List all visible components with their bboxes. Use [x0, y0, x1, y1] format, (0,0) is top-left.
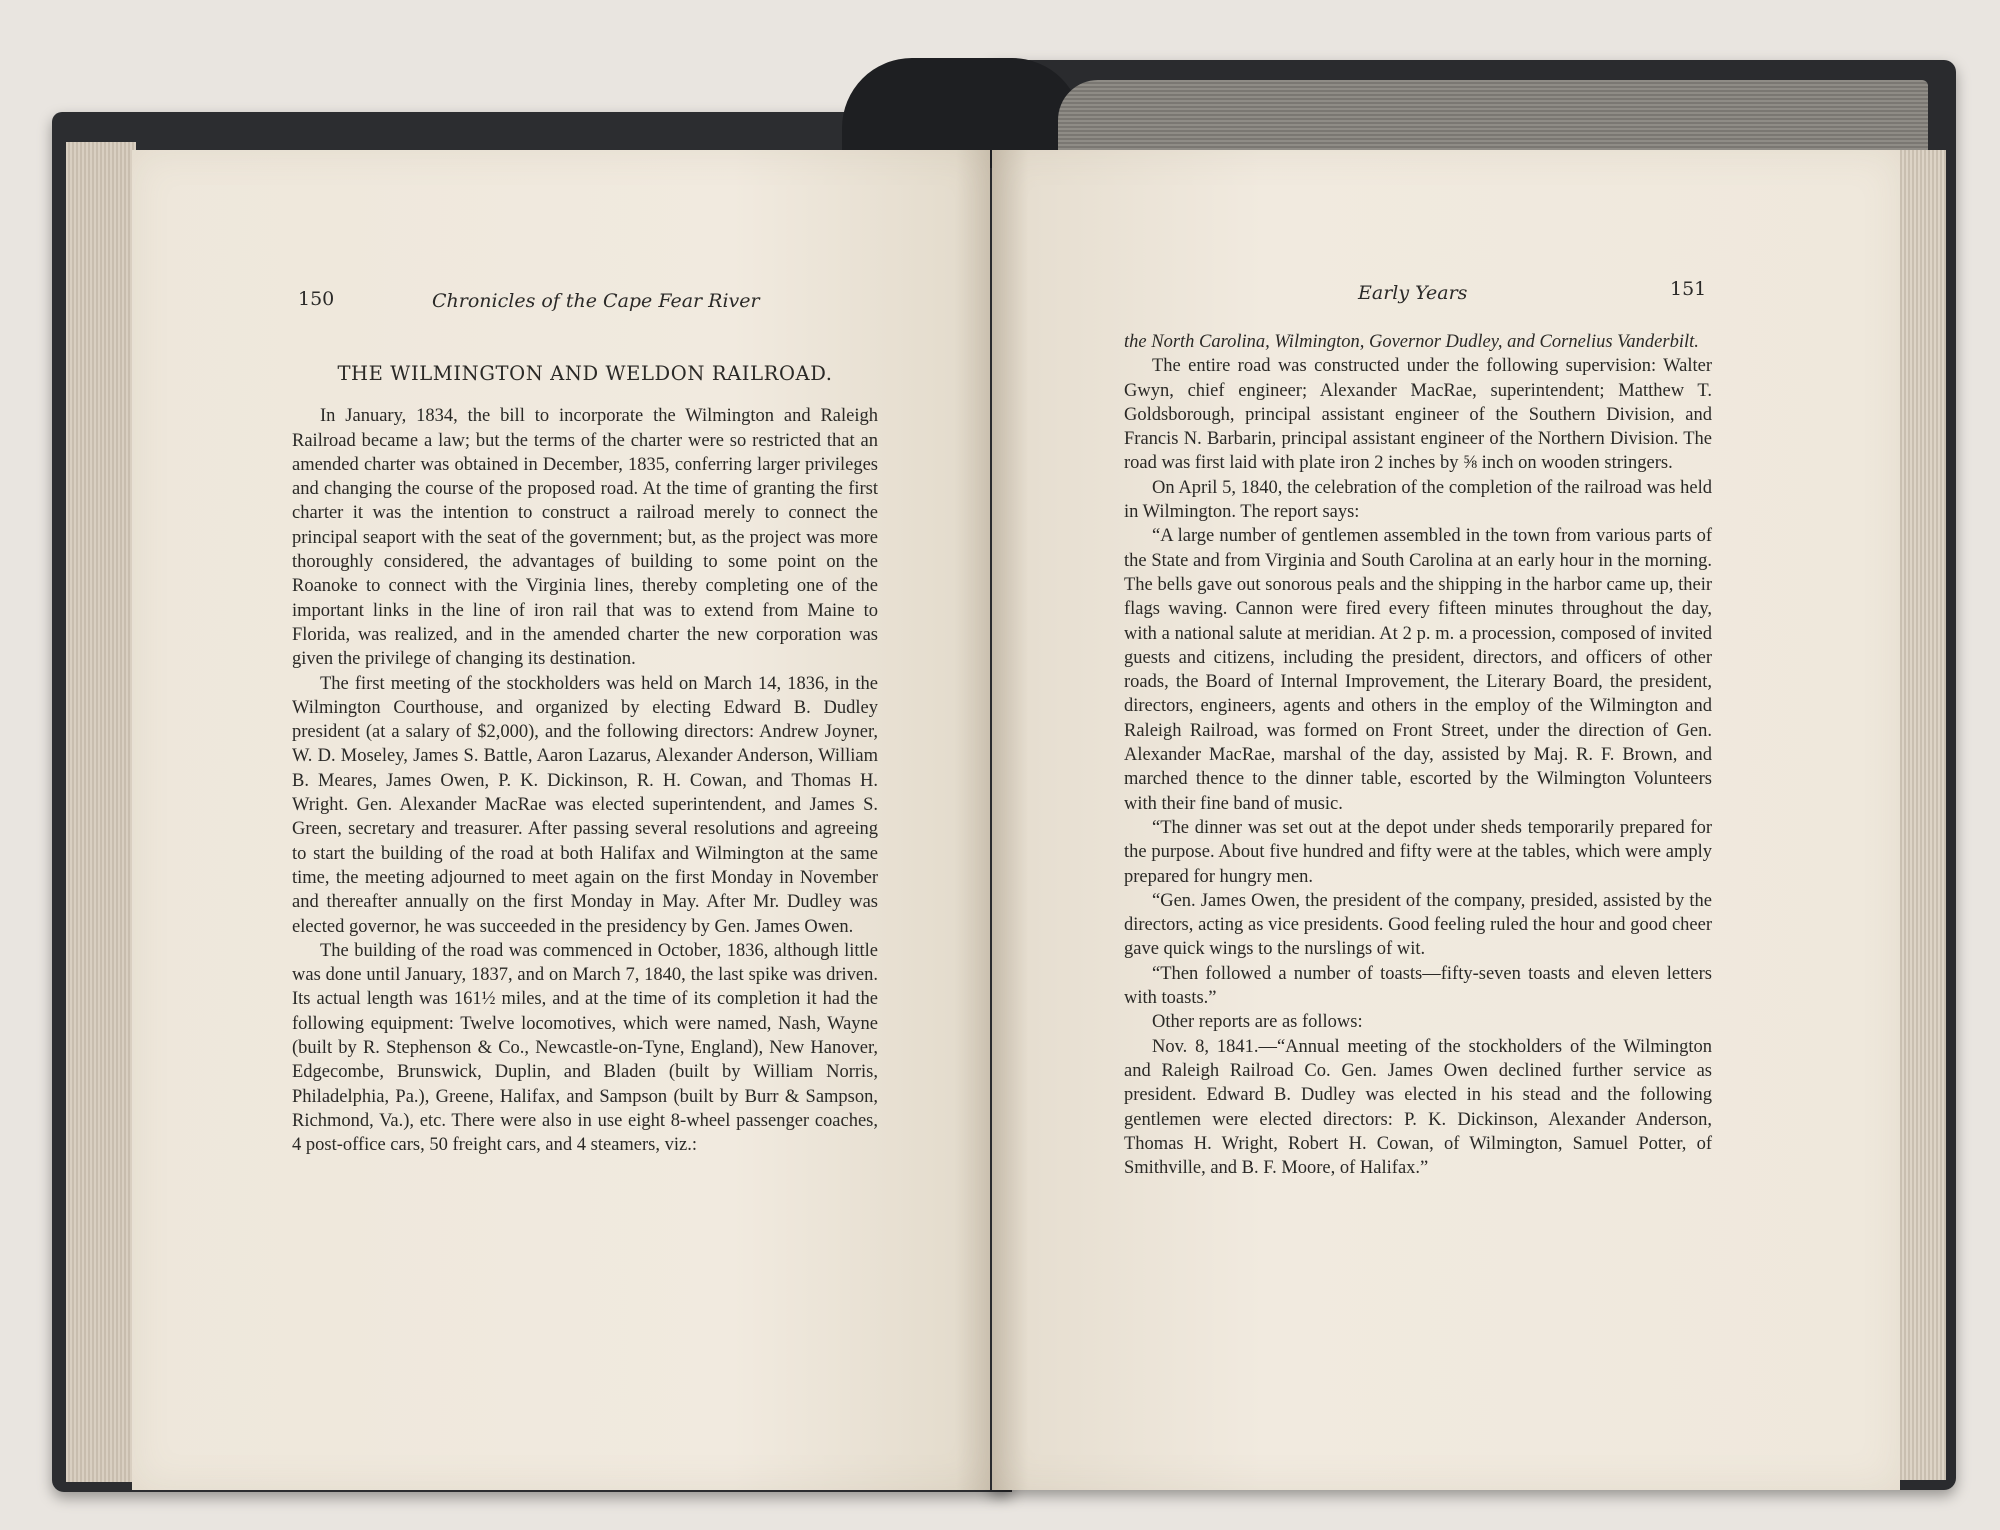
right-paragraph: “Gen. James Owen, the president of the company, presided, assisted by the directors, acting as vice presidents. Good feeling ruled the hour and good cheer gave quick wings to the nurslings of wit. — [1124, 890, 1712, 960]
left-page-text — [292, 362, 878, 1158]
right-paragraph: “Then followed a number of toasts—fifty-seven toasts and eleven letters with toasts.” — [1124, 963, 1712, 1009]
right-running-head: Early Years — [1358, 282, 1468, 304]
left-page-number: 150 — [298, 288, 335, 310]
left-paragraph: In January, 1834, the bill to incorporate the Wilmington and Raleigh Railroad became a law; but the terms of the charter were so restricted that an amended charter was obtained in December, 1835, conferring larger privileges and changing the course of the proposed road. At the time of granting the first charter it was the intention to construct a railroad merely to connect the principal seaport with the seat of the government; but, as the project was more thoroughly considered, the advantages of building to some point on the Roanoke to connect with the Virginia lines, thereby completing one of the important links in the line of iron rail that was to extend from Maine to Florida, was realized, and in the amended charter the new corporation was given the privilege of changing its destination. — [292, 406, 878, 670]
right-paragraph: the North Carolina, Wilmington, Governor Dudley, and Cornelius Vanderbilt. — [1124, 332, 1699, 352]
section-title: THE WILMINGTON AND WELDON RAILROAD. — [337, 362, 833, 385]
right-page-text — [1124, 330, 1712, 1180]
page-stack-right — [1892, 150, 1946, 1480]
right-paragraph: Nov. 8, 1841.—“Annual meeting of the stockholders of the Wilmington and Raleigh Railroad Co. Gen. James Owen declined further service as president. Edward B. Dudley was elected in his stead and the following gentlemen were elected directors: P. K. Dickinson, Alexander Anderson, Thomas H. Wright, Robert H. Cowan, of Wilmington, Samuel Potter, of Smithville, and B. F. Moore, of Halifax.” — [1124, 1036, 1712, 1179]
right-paragraph: “A large number of gentlemen assembled in the town from various parts of the State and from Virginia and South Carolina at an early hour in the morning. The bells gave out sonorous peals and the shipping in the harbor came up, their flags waving. Cannon were fired every fifteen minutes throughout the day, with a national salute at meridian. At 2 p. m. a procession, composed of invited guests and citizens, including the president, directors, and officers of other roads, the Board of Internal Improvement, the Literary Board, the president, directors, engineers, agents and others in the employ of the Wilmington and Raleigh Railroad, was formed on Front Street, under the direction of Gen. Alexander MacRae, marshal of the day, assisted by Maj. R. F. Brown, and marched thence to the dinner table, escorted by the Wilmington Volunteers with their fine band of music. — [1124, 526, 1712, 814]
right-paragraph: “The dinner was set out at the depot under sheds temporarily prepared for the purpose. About five hundred and fifty were at the tables, which were amply prepared for hungry men. — [1124, 817, 1712, 887]
right-paragraph: The entire road was constructed under the following supervision: Walter Gwyn, chief engineer; Alexander MacRae, superintendent; Matthew T. Goldsborough, principal assistant engineer of the Southern Division, and Francis N. Barbarin, principal assistant engineer of the Northern Division. The road was first laid with plate iron 2 inches by ⅝ inch on wooden stringers. — [1124, 356, 1712, 474]
left-paragraph: The building of the road was commenced in October, 1836, although little was done until January, 1837, and on March 7, 1840, the last spike was driven. Its actual length was 161½ miles, and at the time of its completion it had the following equipment: Twelve locomotives, which were named, Nash, Wayne (built by R. Stephenson & Co., Newcastle-on-Tyne, England), New Hanover, Edgecombe, Brunswick, Duplin, and Bladen (built by William Norris, Philadelphia, Pa.), Greene, Halifax, and Sampson (built by Burr & Sampson, Richmond, Va.), etc. There were also in use eight 8-wheel passenger coaches, 4 post-office cars, 50 freight cars, and 4 steamers, viz.: — [292, 940, 878, 1156]
right-page-number: 151 — [1670, 278, 1707, 300]
left-paragraph: The first meeting of the stockholders was held on March 14, 1836, in the Wilmington Courthouse, and organized by electing Edward B. Dudley president (at a salary of $2,000), and the following directors: Andrew Joyner, W. D. Moseley, James S. Battle, Aaron Lazarus, Alexander Anderson, William B. Meares, James Owen, P. K. Dickinson, R. H. Cowan, and Thomas H. Wright. Gen. Alexander MacRae was elected superintendent, and James S. Green, secretary and treasurer. After passing several resolutions and agreeing to start the building of the road at both Halifax and Wilmington at the same time, the meeting adjourned to meet again on the first Monday in November and thereafter annually on the first Monday in May. After Mr. Dudley was elected governor, he was succeeded in the presidency by Gen. James Owen. — [292, 673, 878, 937]
left-running-head: Chronicles of the Cape Fear River — [432, 290, 760, 312]
right-paragraph: On April 5, 1840, the celebration of the completion of the railroad was held in Wilmington. The report says: — [1124, 477, 1712, 523]
page-block-top-edge — [1058, 80, 1928, 156]
right-paragraph: Other reports are as follows: — [1152, 1012, 1363, 1033]
page-stack-left — [66, 142, 136, 1482]
